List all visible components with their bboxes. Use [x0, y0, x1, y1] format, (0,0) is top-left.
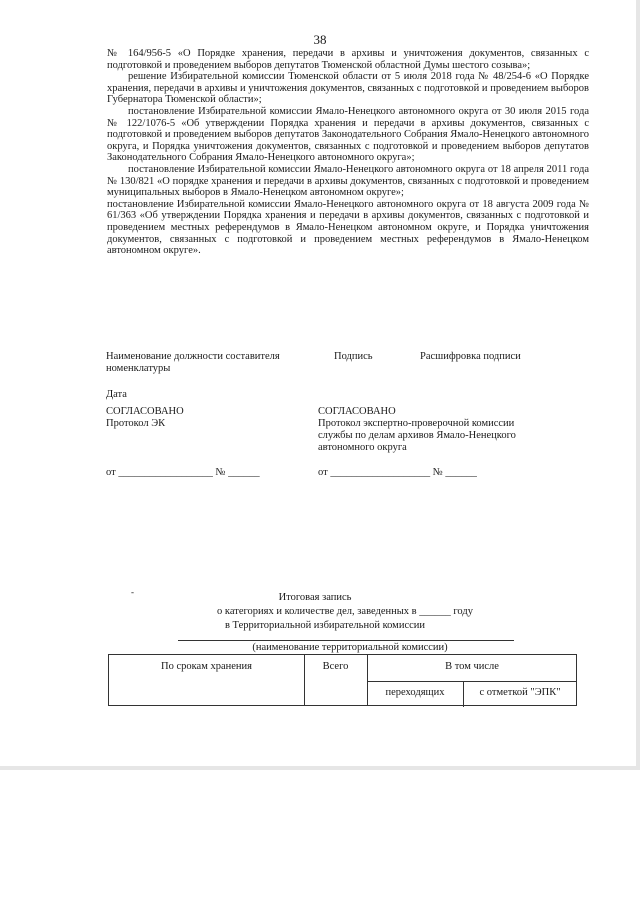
paragraph: постановление Избирательной комиссии Ямало-Ненецкого автономного округа от 30 июля 2015 года № 122/1076-5 «Об утверждении Порядка хранения и передачи в архивы документов, связанных с подготовкой и проведением выборов депутатов Законодательного Собрания Ямало-Ненецкого автономного округа, и Порядка уничтожения документов, связанных с подготовкой и проведением выборов депутатов Законодательного Собрания Ямало-Ненецкого автономного округа»;	[107, 105, 589, 164]
table-header: По срокам хранения	[161, 661, 252, 672]
summary-title: Итоговая запись	[278, 592, 352, 603]
stray-mark: -	[131, 587, 134, 597]
approval-left-date-line: от __________________ № ______	[106, 467, 260, 478]
approval-right-protocol-cont: автономного округа	[318, 442, 407, 453]
table-header: В том числе	[445, 661, 499, 672]
page-number: 38	[313, 32, 327, 47]
approval-right-heading: СОГЛАСОВАНО	[318, 406, 396, 417]
date-label: Дата	[106, 389, 127, 400]
approval-right-protocol-cont: службы по делам архивов Ямало-Ненецкого	[318, 430, 516, 441]
table-header: Всего	[322, 661, 349, 672]
signature-label: Подпись	[334, 351, 373, 362]
page-edge-bottom	[0, 766, 640, 770]
signature-position-label-cont: номенклатуры	[106, 363, 171, 374]
summary-caption: (наименование территориальной комиссии)	[252, 642, 448, 653]
summary-line: о категориях и количестве дел, заведенных в ______ году	[217, 606, 473, 617]
table-subheader: с отметкой "ЭПК"	[479, 687, 561, 698]
page-edge-right	[636, 0, 640, 770]
table-divider	[367, 681, 577, 682]
table-subheader: переходящих	[385, 687, 445, 698]
summary-commission: в Территориальной избирательной комиссии	[224, 620, 426, 631]
approval-left-heading: СОГЛАСОВАНО	[106, 406, 184, 417]
signature-position-label: Наименование должности составителя	[106, 351, 280, 362]
commission-name-line	[178, 640, 514, 641]
paragraph: постановление Избирательной комиссии Ямало-Ненецкого автономного округа от 18 апреля 2011 года № 130/821 «О порядке хранения и передачи в архивы документов, связанных с подготовкой и проведением муниципальных выборов в Ямало-Ненецком автономном округе»;	[107, 163, 589, 199]
paragraph: постановление Избирательной комиссии Ямало-Ненецкого автономного округа от 18 августа 2009 года № 61/363 «Об утверждении Порядка хранения и передачи в архивы документов, связанных с подготовкой и проведением местных референдумов в Ямало-Ненецком автономном округе, и Порядка уничтожения документов, связанных с подготовкой и проведением местных референдумов в Ямало-Ненецком автономном округе».	[107, 198, 589, 257]
signature-decoding-label: Расшифровка подписи	[420, 351, 521, 362]
paragraph: № 164/956-5 «О Порядке хранения, передачи в архивы и уничтожения документов, связанных с подготовкой и проведением выборов депутатов Тюменской областной Думы шестого созыва»;	[107, 48, 589, 71]
summary-table	[108, 654, 577, 706]
approval-right-date-line: от ___________________ № ______	[318, 467, 477, 478]
approval-right-protocol: Протокол экспертно-проверочной комиссии	[318, 418, 515, 429]
document-body	[107, 48, 589, 257]
paragraph: решение Избирательной комиссии Тюменской области от 5 июля 2018 года № 48/254-6 «О Порядке хранения, передачи в архивы и уничтожения документов, связанных с подготовкой и проведением выборов Губернатора Тюменской области»;	[107, 71, 589, 106]
approval-left-protocol: Протокол ЭК	[106, 418, 166, 429]
